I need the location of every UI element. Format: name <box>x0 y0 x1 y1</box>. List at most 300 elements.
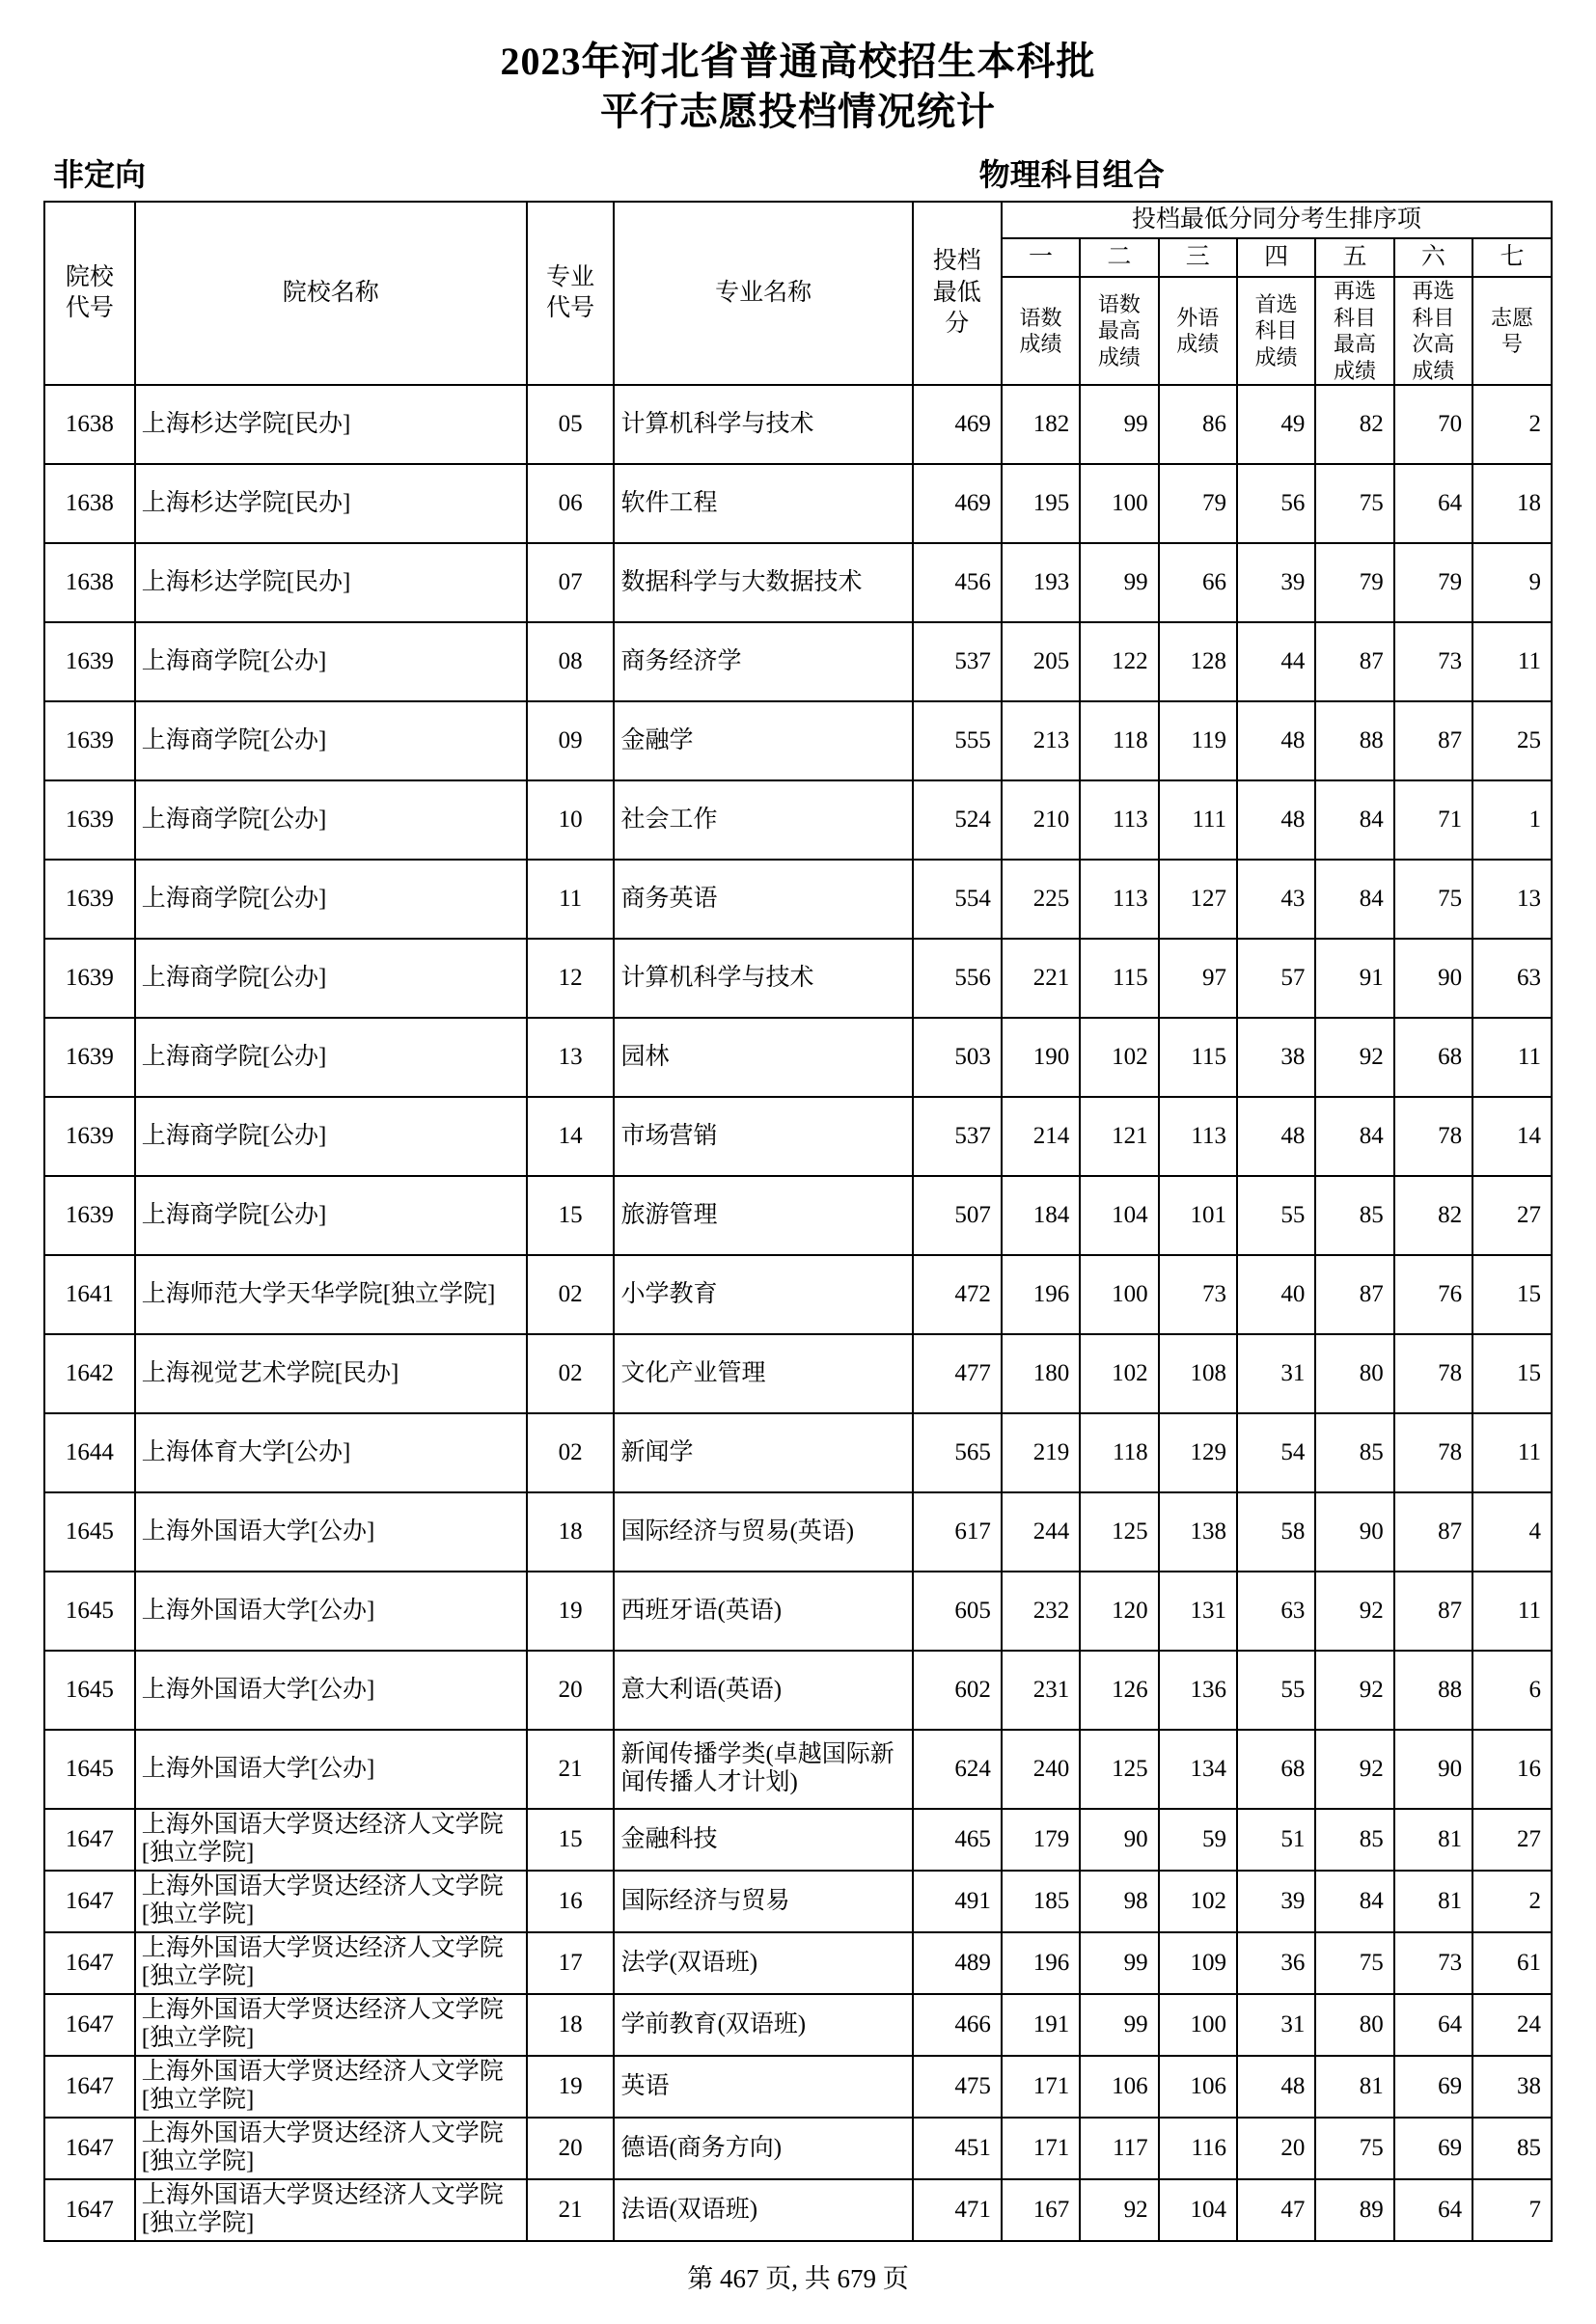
sort-value-2-cell: 92 <box>1080 2179 1158 2241</box>
min-score-cell: 451 <box>913 2118 1002 2179</box>
major-code-cell: 21 <box>527 1730 615 1809</box>
sort-value-1-cell: 244 <box>1002 1492 1080 1572</box>
sort-col-number-1: 一 <box>1002 238 1080 277</box>
sort-value-1-cell: 182 <box>1002 385 1080 464</box>
sort-value-3-cell: 116 <box>1159 2118 1237 2179</box>
college-name-cell: 上海外国语大学贤达经济人文学院[独立学院] <box>135 2118 527 2179</box>
sort-value-4-cell: 48 <box>1237 2056 1315 2118</box>
college-code-cell: 1647 <box>44 1809 135 1871</box>
sort-col-label-4: 首选科目成绩 <box>1237 277 1315 385</box>
col-header-major-code: 专业代号 <box>527 202 615 385</box>
major-name-cell: 新闻学 <box>614 1413 912 1492</box>
sort-value-6-cell: 64 <box>1394 2179 1472 2241</box>
major-name-cell: 旅游管理 <box>614 1176 912 1255</box>
sort-value-1-cell: 210 <box>1002 780 1080 860</box>
sort-value-1-cell: 219 <box>1002 1413 1080 1492</box>
sort-value-1-cell: 171 <box>1002 2118 1080 2179</box>
college-name-cell: 上海商学院[公办] <box>135 701 527 780</box>
sort-value-6-cell: 78 <box>1394 1334 1472 1413</box>
sort-value-3-cell: 97 <box>1159 939 1237 1018</box>
sort-value-7-cell: 15 <box>1472 1255 1552 1334</box>
sort-value-5-cell: 84 <box>1315 860 1393 939</box>
sort-value-5-cell: 92 <box>1315 1651 1393 1730</box>
major-code-cell: 19 <box>527 2056 615 2118</box>
major-code-cell: 20 <box>527 2118 615 2179</box>
sort-value-1-cell: 196 <box>1002 1255 1080 1334</box>
sort-value-7-cell: 1 <box>1472 780 1552 860</box>
sort-value-6-cell: 88 <box>1394 1651 1472 1730</box>
college-code-cell: 1647 <box>44 1871 135 1932</box>
major-name-cell: 意大利语(英语) <box>614 1651 912 1730</box>
sort-value-5-cell: 89 <box>1315 2179 1393 2241</box>
sort-value-7-cell: 14 <box>1472 1097 1552 1176</box>
sort-value-6-cell: 87 <box>1394 701 1472 780</box>
sort-value-3-cell: 134 <box>1159 1730 1237 1809</box>
sort-value-4-cell: 48 <box>1237 701 1315 780</box>
min-score-cell: 554 <box>913 860 1002 939</box>
table-body <box>44 385 1552 2241</box>
sort-value-7-cell: 27 <box>1472 1176 1552 1255</box>
sort-value-6-cell: 64 <box>1394 1994 1472 2056</box>
sort-value-1-cell: 190 <box>1002 1018 1080 1097</box>
sort-value-3-cell: 101 <box>1159 1176 1237 1255</box>
major-code-cell: 11 <box>527 860 615 939</box>
sort-value-4-cell: 40 <box>1237 1255 1315 1334</box>
sort-value-5-cell: 84 <box>1315 1871 1393 1932</box>
sort-value-7-cell: 7 <box>1472 2179 1552 2241</box>
sort-value-4-cell: 31 <box>1237 1994 1315 2056</box>
table-row <box>44 701 1552 780</box>
page-title-line2: 平行志愿投档情况统计 <box>600 90 996 133</box>
min-score-cell: 555 <box>913 701 1002 780</box>
orientation-label: 非定向 <box>53 157 147 192</box>
table-row <box>44 1097 1552 1176</box>
sort-value-5-cell: 88 <box>1315 701 1393 780</box>
college-name-cell: 上海师范大学天华学院[独立学院] <box>135 1255 527 1334</box>
sort-col-label-5: 再选科目最高成绩 <box>1315 277 1393 385</box>
sort-value-7-cell: 11 <box>1472 1413 1552 1492</box>
college-code-cell: 1645 <box>44 1651 135 1730</box>
sort-value-6-cell: 78 <box>1394 1413 1472 1492</box>
table-row <box>44 1018 1552 1097</box>
min-score-cell: 537 <box>913 1097 1002 1176</box>
sort-value-3-cell: 79 <box>1159 464 1237 543</box>
sort-value-1-cell: 179 <box>1002 1809 1080 1871</box>
sort-value-6-cell: 70 <box>1394 385 1472 464</box>
sort-value-6-cell: 79 <box>1394 543 1472 622</box>
sort-value-2-cell: 90 <box>1080 1809 1158 1871</box>
table-row <box>44 1994 1552 2056</box>
sort-value-7-cell: 2 <box>1472 1871 1552 1932</box>
sort-value-2-cell: 125 <box>1080 1730 1158 1809</box>
college-code-cell: 1645 <box>44 1492 135 1572</box>
sort-value-1-cell: 180 <box>1002 1334 1080 1413</box>
sort-value-4-cell: 20 <box>1237 2118 1315 2179</box>
sort-col-label-7: 志愿号 <box>1472 277 1552 385</box>
sort-col-number-2: 二 <box>1080 238 1158 277</box>
sort-value-7-cell: 16 <box>1472 1730 1552 1809</box>
college-code-cell: 1647 <box>44 2118 135 2179</box>
table-row <box>44 939 1552 1018</box>
page-title-line1: 2023年河北省普通高校招生本科批 <box>500 40 1096 83</box>
sort-value-2-cell: 99 <box>1080 385 1158 464</box>
sort-value-2-cell: 102 <box>1080 1334 1158 1413</box>
sort-value-3-cell: 115 <box>1159 1018 1237 1097</box>
table-row <box>44 1809 1552 1871</box>
sort-col-number-4: 四 <box>1237 238 1315 277</box>
major-code-cell: 21 <box>527 2179 615 2241</box>
sort-value-1-cell: 171 <box>1002 2056 1080 2118</box>
sort-value-3-cell: 131 <box>1159 1572 1237 1651</box>
sort-value-6-cell: 69 <box>1394 2118 1472 2179</box>
college-name-cell: 上海外国语大学贤达经济人文学院[独立学院] <box>135 2056 527 2118</box>
sort-value-4-cell: 68 <box>1237 1730 1315 1809</box>
major-code-cell: 02 <box>527 1413 615 1492</box>
min-score-cell: 605 <box>913 1572 1002 1651</box>
sort-value-5-cell: 82 <box>1315 385 1393 464</box>
min-score-cell: 507 <box>913 1176 1002 1255</box>
sort-value-2-cell: 99 <box>1080 543 1158 622</box>
sort-value-6-cell: 68 <box>1394 1018 1472 1097</box>
sort-value-1-cell: 193 <box>1002 543 1080 622</box>
sort-value-1-cell: 196 <box>1002 1932 1080 1994</box>
min-score-cell: 602 <box>913 1651 1002 1730</box>
page-indicator: 第 467 页, 共 679 页 <box>687 2264 909 2293</box>
sort-value-5-cell: 85 <box>1315 1176 1393 1255</box>
sort-value-2-cell: 102 <box>1080 1018 1158 1097</box>
sort-value-6-cell: 73 <box>1394 1932 1472 1994</box>
sort-value-5-cell: 79 <box>1315 543 1393 622</box>
sort-value-1-cell: 214 <box>1002 1097 1080 1176</box>
college-name-cell: 上海视觉艺术学院[民办] <box>135 1334 527 1413</box>
major-code-cell: 14 <box>527 1097 615 1176</box>
sort-value-6-cell: 75 <box>1394 860 1472 939</box>
sort-value-3-cell: 108 <box>1159 1334 1237 1413</box>
sort-value-5-cell: 75 <box>1315 2118 1393 2179</box>
college-name-cell: 上海外国语大学贤达经济人文学院[独立学院] <box>135 1932 527 1994</box>
table-row <box>44 860 1552 939</box>
major-name-cell: 法语(双语班) <box>614 2179 912 2241</box>
major-code-cell: 13 <box>527 1018 615 1097</box>
sort-value-5-cell: 80 <box>1315 1994 1393 2056</box>
college-code-cell: 1647 <box>44 1994 135 2056</box>
college-name-cell: 上海商学院[公办] <box>135 1018 527 1097</box>
college-name-cell: 上海外国语大学贤达经济人文学院[独立学院] <box>135 2179 527 2241</box>
sort-value-2-cell: 122 <box>1080 622 1158 701</box>
sort-value-7-cell: 11 <box>1472 1572 1552 1651</box>
major-code-cell: 09 <box>527 701 615 780</box>
major-code-cell: 18 <box>527 1994 615 2056</box>
major-code-cell: 10 <box>527 780 615 860</box>
sort-value-1-cell: 185 <box>1002 1871 1080 1932</box>
sort-value-5-cell: 75 <box>1315 464 1393 543</box>
min-score-cell: 489 <box>913 1932 1002 1994</box>
col-header-sort-group: 投档最低分同分考生排序项 <box>1002 202 1552 238</box>
min-score-cell: 465 <box>913 1809 1002 1871</box>
sort-value-5-cell: 92 <box>1315 1018 1393 1097</box>
major-name-cell: 软件工程 <box>614 464 912 543</box>
sort-value-7-cell: 61 <box>1472 1932 1552 1994</box>
sort-value-2-cell: 99 <box>1080 1994 1158 2056</box>
sort-value-5-cell: 91 <box>1315 939 1393 1018</box>
major-code-cell: 12 <box>527 939 615 1018</box>
sort-value-2-cell: 115 <box>1080 939 1158 1018</box>
min-score-cell: 565 <box>913 1413 1002 1492</box>
sort-col-label-6: 再选科目次高成绩 <box>1394 277 1472 385</box>
table-row <box>44 780 1552 860</box>
major-name-cell: 计算机科学与技术 <box>614 939 912 1018</box>
sort-value-3-cell: 111 <box>1159 780 1237 860</box>
sort-value-5-cell: 92 <box>1315 1572 1393 1651</box>
major-name-cell: 金融科技 <box>614 1809 912 1871</box>
table-row <box>44 1572 1552 1651</box>
sort-value-7-cell: 6 <box>1472 1651 1552 1730</box>
sort-value-3-cell: 119 <box>1159 701 1237 780</box>
sort-value-7-cell: 2 <box>1472 385 1552 464</box>
table-row <box>44 1413 1552 1492</box>
sort-value-4-cell: 31 <box>1237 1334 1315 1413</box>
college-name-cell: 上海商学院[公办] <box>135 860 527 939</box>
sort-value-3-cell: 136 <box>1159 1651 1237 1730</box>
sort-value-7-cell: 4 <box>1472 1492 1552 1572</box>
table-row <box>44 464 1552 543</box>
college-code-cell: 1639 <box>44 701 135 780</box>
college-code-cell: 1639 <box>44 622 135 701</box>
college-name-cell: 上海体育大学[公办] <box>135 1413 527 1492</box>
sort-value-6-cell: 64 <box>1394 464 1472 543</box>
sort-value-4-cell: 57 <box>1237 939 1315 1018</box>
table-row <box>44 2179 1552 2241</box>
table-row <box>44 2056 1552 2118</box>
college-code-cell: 1647 <box>44 1932 135 1994</box>
college-code-cell: 1639 <box>44 1097 135 1176</box>
sort-value-4-cell: 55 <box>1237 1651 1315 1730</box>
sort-value-4-cell: 49 <box>1237 385 1315 464</box>
table-row <box>44 385 1552 464</box>
table-row <box>44 1176 1552 1255</box>
college-name-cell: 上海商学院[公办] <box>135 622 527 701</box>
sort-value-1-cell: 205 <box>1002 622 1080 701</box>
sort-value-7-cell: 63 <box>1472 939 1552 1018</box>
sort-value-2-cell: 121 <box>1080 1097 1158 1176</box>
college-code-cell: 1641 <box>44 1255 135 1334</box>
sort-value-4-cell: 51 <box>1237 1809 1315 1871</box>
sort-value-5-cell: 85 <box>1315 1413 1393 1492</box>
major-code-cell: 07 <box>527 543 615 622</box>
table-row <box>44 622 1552 701</box>
sort-value-6-cell: 87 <box>1394 1572 1472 1651</box>
sort-value-1-cell: 240 <box>1002 1730 1080 1809</box>
major-code-cell: 02 <box>527 1255 615 1334</box>
sort-value-7-cell: 24 <box>1472 1994 1552 2056</box>
sort-value-4-cell: 39 <box>1237 543 1315 622</box>
sort-value-1-cell: 195 <box>1002 464 1080 543</box>
sort-value-1-cell: 184 <box>1002 1176 1080 1255</box>
table-header <box>44 202 1552 385</box>
sort-value-7-cell: 25 <box>1472 701 1552 780</box>
college-code-cell: 1638 <box>44 385 135 464</box>
major-name-cell: 文化产业管理 <box>614 1334 912 1413</box>
college-name-cell: 上海杉达学院[民办] <box>135 464 527 543</box>
major-name-cell: 商务英语 <box>614 860 912 939</box>
min-score-cell: 524 <box>913 780 1002 860</box>
college-code-cell: 1642 <box>44 1334 135 1413</box>
college-name-cell: 上海外国语大学[公办] <box>135 1651 527 1730</box>
sort-value-2-cell: 118 <box>1080 701 1158 780</box>
sort-value-3-cell: 128 <box>1159 622 1237 701</box>
min-score-cell: 466 <box>913 1994 1002 2056</box>
major-code-cell: 08 <box>527 622 615 701</box>
major-name-cell: 西班牙语(英语) <box>614 1572 912 1651</box>
college-code-cell: 1647 <box>44 2056 135 2118</box>
min-score-cell: 624 <box>913 1730 1002 1809</box>
college-code-cell: 1638 <box>44 543 135 622</box>
sort-value-7-cell: 18 <box>1472 464 1552 543</box>
sort-value-2-cell: 113 <box>1080 860 1158 939</box>
sort-value-7-cell: 11 <box>1472 622 1552 701</box>
sort-value-5-cell: 84 <box>1315 780 1393 860</box>
college-name-cell: 上海商学院[公办] <box>135 939 527 1018</box>
table-row <box>44 1730 1552 1809</box>
sort-col-label-2: 语数最高成绩 <box>1080 277 1158 385</box>
sort-value-6-cell: 78 <box>1394 1097 1472 1176</box>
sort-value-3-cell: 86 <box>1159 385 1237 464</box>
table-row <box>44 1255 1552 1334</box>
major-code-cell: 19 <box>527 1572 615 1651</box>
sort-value-7-cell: 85 <box>1472 2118 1552 2179</box>
sort-value-2-cell: 125 <box>1080 1492 1158 1572</box>
sort-value-2-cell: 100 <box>1080 464 1158 543</box>
major-code-cell: 02 <box>527 1334 615 1413</box>
college-code-cell: 1639 <box>44 780 135 860</box>
sort-value-3-cell: 138 <box>1159 1492 1237 1572</box>
sort-value-1-cell: 232 <box>1002 1572 1080 1651</box>
college-name-cell: 上海杉达学院[民办] <box>135 385 527 464</box>
college-name-cell: 上海外国语大学[公办] <box>135 1572 527 1651</box>
sort-value-5-cell: 84 <box>1315 1097 1393 1176</box>
major-name-cell: 社会工作 <box>614 780 912 860</box>
col-header-major-name: 专业名称 <box>614 202 912 385</box>
sort-value-6-cell: 87 <box>1394 1492 1472 1572</box>
subject-group-label: 物理科目组合 <box>978 157 1165 192</box>
college-name-cell: 上海杉达学院[民办] <box>135 543 527 622</box>
sort-value-3-cell: 113 <box>1159 1097 1237 1176</box>
sort-value-5-cell: 92 <box>1315 1730 1393 1809</box>
college-code-cell: 1645 <box>44 1730 135 1809</box>
sort-value-3-cell: 104 <box>1159 2179 1237 2241</box>
sort-value-2-cell: 120 <box>1080 1572 1158 1651</box>
sub-header-row <box>43 150 1553 191</box>
college-name-cell: 上海商学院[公办] <box>135 1176 527 1255</box>
sort-value-2-cell: 98 <box>1080 1871 1158 1932</box>
table-row <box>44 1932 1552 1994</box>
sort-value-4-cell: 55 <box>1237 1176 1315 1255</box>
sort-value-4-cell: 39 <box>1237 1871 1315 1932</box>
sort-value-2-cell: 117 <box>1080 2118 1158 2179</box>
sort-value-7-cell: 11 <box>1472 1018 1552 1097</box>
college-code-cell: 1639 <box>44 1018 135 1097</box>
sort-col-number-6: 六 <box>1394 238 1472 277</box>
sort-value-5-cell: 80 <box>1315 1334 1393 1413</box>
sort-value-5-cell: 90 <box>1315 1492 1393 1572</box>
sort-value-4-cell: 58 <box>1237 1492 1315 1572</box>
sort-value-2-cell: 106 <box>1080 2056 1158 2118</box>
col-header-college-name: 院校名称 <box>135 202 527 385</box>
table-row <box>44 1334 1552 1413</box>
sort-value-1-cell: 167 <box>1002 2179 1080 2241</box>
sort-value-3-cell: 109 <box>1159 1932 1237 1994</box>
sort-value-4-cell: 54 <box>1237 1413 1315 1492</box>
sort-value-2-cell: 99 <box>1080 1932 1158 1994</box>
sort-value-4-cell: 44 <box>1237 622 1315 701</box>
sort-value-5-cell: 85 <box>1315 1809 1393 1871</box>
college-name-cell: 上海外国语大学[公办] <box>135 1492 527 1572</box>
sort-value-5-cell: 87 <box>1315 622 1393 701</box>
major-code-cell: 20 <box>527 1651 615 1730</box>
sort-col-number-3: 三 <box>1159 238 1237 277</box>
sort-value-3-cell: 59 <box>1159 1809 1237 1871</box>
major-code-cell: 15 <box>527 1809 615 1871</box>
min-score-cell: 503 <box>913 1018 1002 1097</box>
table-row <box>44 2118 1552 2179</box>
min-score-cell: 471 <box>913 2179 1002 2241</box>
sort-value-1-cell: 225 <box>1002 860 1080 939</box>
college-name-cell: 上海商学院[公办] <box>135 780 527 860</box>
sort-value-4-cell: 43 <box>1237 860 1315 939</box>
sort-value-4-cell: 48 <box>1237 1097 1315 1176</box>
sort-value-3-cell: 66 <box>1159 543 1237 622</box>
major-name-cell: 法学(双语班) <box>614 1932 912 1994</box>
sort-value-4-cell: 36 <box>1237 1932 1315 1994</box>
sort-value-6-cell: 90 <box>1394 1730 1472 1809</box>
sort-value-6-cell: 81 <box>1394 1809 1472 1871</box>
major-name-cell: 商务经济学 <box>614 622 912 701</box>
college-code-cell: 1645 <box>44 1572 135 1651</box>
min-score-cell: 537 <box>913 622 1002 701</box>
sort-value-4-cell: 38 <box>1237 1018 1315 1097</box>
min-score-cell: 475 <box>913 2056 1002 2118</box>
sort-value-2-cell: 126 <box>1080 1651 1158 1730</box>
min-score-cell: 477 <box>913 1334 1002 1413</box>
sort-value-6-cell: 73 <box>1394 622 1472 701</box>
sort-col-label-1: 语数成绩 <box>1002 277 1080 385</box>
min-score-cell: 456 <box>913 543 1002 622</box>
sort-value-2-cell: 104 <box>1080 1176 1158 1255</box>
min-score-cell: 472 <box>913 1255 1002 1334</box>
college-code-cell: 1644 <box>44 1413 135 1492</box>
college-code-cell: 1638 <box>44 464 135 543</box>
major-name-cell: 园林 <box>614 1018 912 1097</box>
major-name-cell: 英语 <box>614 2056 912 2118</box>
sort-value-3-cell: 100 <box>1159 1994 1237 2056</box>
college-name-cell: 上海外国语大学贤达经济人文学院[独立学院] <box>135 1871 527 1932</box>
major-name-cell: 计算机科学与技术 <box>614 385 912 464</box>
sort-value-7-cell: 38 <box>1472 2056 1552 2118</box>
sort-value-3-cell: 127 <box>1159 860 1237 939</box>
college-name-cell: 上海外国语大学贤达经济人文学院[独立学院] <box>135 1809 527 1871</box>
major-name-cell: 小学教育 <box>614 1255 912 1334</box>
table-row <box>44 1492 1552 1572</box>
min-score-cell: 617 <box>913 1492 1002 1572</box>
min-score-cell: 491 <box>913 1871 1002 1932</box>
min-score-cell: 556 <box>913 939 1002 1018</box>
major-name-cell: 市场营销 <box>614 1097 912 1176</box>
min-score-cell: 469 <box>913 464 1002 543</box>
major-name-cell: 数据科学与大数据技术 <box>614 543 912 622</box>
college-code-cell: 1639 <box>44 1176 135 1255</box>
major-name-cell: 德语(商务方向) <box>614 2118 912 2179</box>
major-name-cell: 新闻传播学类(卓越国际新闻传播人才计划) <box>614 1730 912 1809</box>
